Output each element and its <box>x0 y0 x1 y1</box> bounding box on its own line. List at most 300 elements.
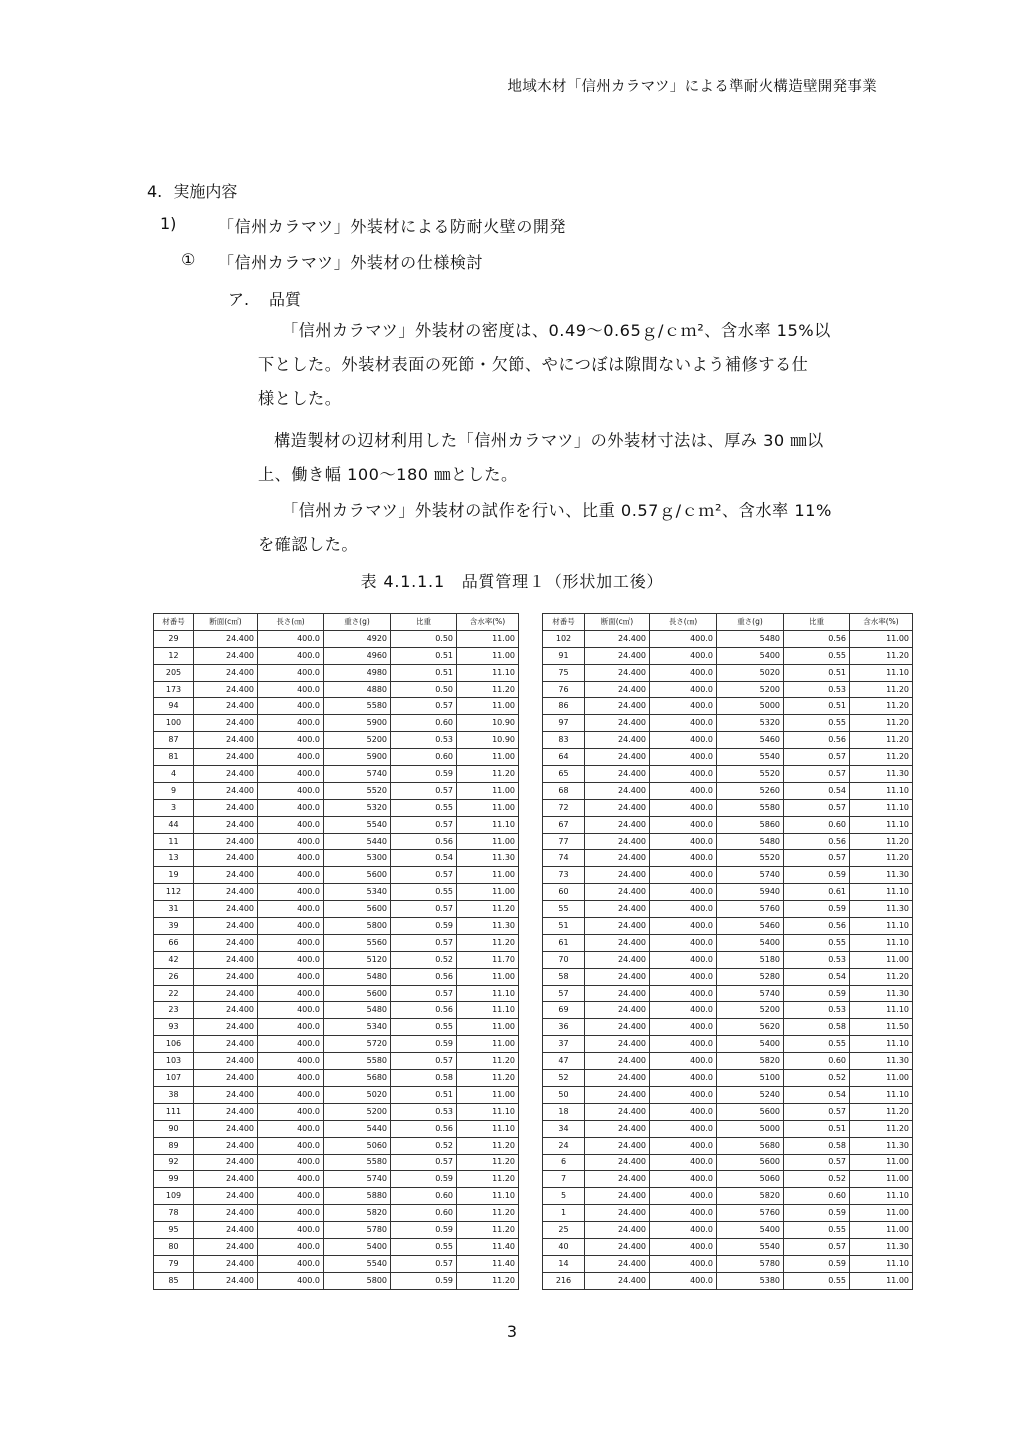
cell-section: 24.400 <box>194 715 258 732</box>
cell-weight: 5000 <box>717 1120 784 1137</box>
cell-section: 24.400 <box>194 951 258 968</box>
cell-section: 24.400 <box>585 799 650 816</box>
cell-id: 69 <box>543 1002 585 1019</box>
cell-section: 24.400 <box>585 867 650 884</box>
cell-section: 24.400 <box>194 647 258 664</box>
cell-id: 38 <box>154 1086 194 1103</box>
cell-length: 400.0 <box>258 1070 324 1087</box>
cell-length: 400.0 <box>258 681 324 698</box>
cell-gravity: 0.59 <box>391 1171 457 1188</box>
table-row <box>543 799 913 816</box>
cell-section: 24.400 <box>194 985 258 1002</box>
cell-section: 24.400 <box>585 1002 650 1019</box>
cell-moisture: 11.10 <box>850 934 913 951</box>
table-row <box>543 1036 913 1053</box>
cell-id: 78 <box>154 1205 194 1222</box>
cell-id: 86 <box>543 698 585 715</box>
cell-gravity: 0.56 <box>391 1120 457 1137</box>
cell-section: 24.400 <box>194 732 258 749</box>
cell-weight: 5820 <box>717 1188 784 1205</box>
cell-id: 99 <box>154 1171 194 1188</box>
header-moisture: 含水率(%) <box>457 614 519 631</box>
cell-length: 400.0 <box>650 918 717 935</box>
cell-weight: 5520 <box>717 766 784 783</box>
table-row <box>154 749 519 766</box>
section-heading <box>147 179 237 202</box>
cell-moisture: 11.30 <box>850 901 913 918</box>
cell-gravity: 0.58 <box>784 1137 850 1154</box>
cell-weight: 5380 <box>717 1272 784 1289</box>
cell-id: 70 <box>543 951 585 968</box>
cell-id: 37 <box>543 1036 585 1053</box>
cell-id: 91 <box>543 647 585 664</box>
table-row <box>543 850 913 867</box>
cell-moisture: 10.90 <box>457 715 519 732</box>
cell-weight: 5740 <box>324 1171 391 1188</box>
cell-length: 400.0 <box>258 715 324 732</box>
cell-moisture: 11.10 <box>850 664 913 681</box>
cell-id: 109 <box>154 1188 194 1205</box>
cell-weight: 5540 <box>717 749 784 766</box>
cell-section: 24.400 <box>585 647 650 664</box>
cell-length: 400.0 <box>650 1036 717 1053</box>
cell-length: 400.0 <box>650 1255 717 1272</box>
cell-id: 25 <box>543 1222 585 1239</box>
table-row <box>543 782 913 799</box>
table-row <box>543 1272 913 1289</box>
cell-length: 400.0 <box>258 749 324 766</box>
cell-id: 23 <box>154 1002 194 1019</box>
cell-length: 400.0 <box>258 816 324 833</box>
cell-id: 73 <box>543 867 585 884</box>
paragraph-line: 様とした。 <box>258 389 342 408</box>
cell-gravity: 0.59 <box>391 766 457 783</box>
cell-moisture: 11.20 <box>850 698 913 715</box>
cell-weight: 5600 <box>324 985 391 1002</box>
cell-length: 400.0 <box>650 732 717 749</box>
cell-gravity: 0.58 <box>784 1019 850 1036</box>
cell-gravity: 0.55 <box>784 715 850 732</box>
paragraph-line: 「信州カラマツ」外装材の試作を行い、比重 0.57ｇ/ｃｍ²、含水率 11% <box>282 501 832 520</box>
table-row <box>154 681 519 698</box>
cell-gravity: 0.57 <box>391 985 457 1002</box>
cell-weight: 5620 <box>717 1019 784 1036</box>
cell-id: 12 <box>154 647 194 664</box>
cell-weight: 5260 <box>717 782 784 799</box>
table-row <box>543 951 913 968</box>
table-row <box>154 1053 519 1070</box>
cell-weight: 5540 <box>324 816 391 833</box>
cell-moisture: 11.20 <box>457 681 519 698</box>
cell-id: 216 <box>543 1272 585 1289</box>
cell-gravity: 0.54 <box>784 1086 850 1103</box>
cell-weight: 5580 <box>324 698 391 715</box>
cell-weight: 5100 <box>717 1070 784 1087</box>
cell-length: 400.0 <box>258 1222 324 1239</box>
table-row <box>543 985 913 1002</box>
cell-moisture: 11.00 <box>850 1171 913 1188</box>
cell-moisture: 11.00 <box>850 1070 913 1087</box>
cell-id: 31 <box>154 901 194 918</box>
cell-section: 24.400 <box>585 1053 650 1070</box>
cell-moisture: 11.30 <box>850 1137 913 1154</box>
cell-length: 400.0 <box>258 782 324 799</box>
cell-moisture: 11.20 <box>457 934 519 951</box>
paragraph-line: 「信州カラマツ」外装材の密度は、0.49～0.65ｇ/ｃｍ²、含水率 15%以 <box>282 321 831 340</box>
cell-id: 18 <box>543 1103 585 1120</box>
cell-length: 400.0 <box>650 951 717 968</box>
cell-section: 24.400 <box>585 1272 650 1289</box>
cell-id: 24 <box>543 1137 585 1154</box>
cell-section: 24.400 <box>585 1036 650 1053</box>
paragraph-line: を確認した。 <box>258 535 359 554</box>
cell-weight: 5560 <box>324 934 391 951</box>
cell-section: 24.400 <box>585 664 650 681</box>
cell-moisture: 11.00 <box>457 1086 519 1103</box>
cell-moisture: 11.30 <box>850 985 913 1002</box>
cell-moisture: 11.00 <box>457 884 519 901</box>
cell-moisture: 11.20 <box>850 833 913 850</box>
cell-section: 24.400 <box>585 766 650 783</box>
cell-length: 400.0 <box>650 1070 717 1087</box>
cell-gravity: 0.60 <box>391 1188 457 1205</box>
cell-weight: 4920 <box>324 630 391 647</box>
cell-gravity: 0.59 <box>391 918 457 935</box>
header-gravity: 比重 <box>784 614 850 631</box>
table-row <box>154 1171 519 1188</box>
header-length: 長さ(㎝) <box>258 614 324 631</box>
cell-weight: 5820 <box>324 1205 391 1222</box>
cell-section: 24.400 <box>194 867 258 884</box>
cell-length: 400.0 <box>258 867 324 884</box>
cell-gravity: 0.55 <box>784 647 850 664</box>
cell-gravity: 0.54 <box>784 968 850 985</box>
table-header-row <box>543 614 913 631</box>
cell-id: 64 <box>543 749 585 766</box>
cell-moisture: 11.20 <box>457 1053 519 1070</box>
cell-section: 24.400 <box>194 630 258 647</box>
cell-length: 400.0 <box>258 1188 324 1205</box>
cell-moisture: 11.10 <box>850 816 913 833</box>
cell-length: 400.0 <box>650 681 717 698</box>
cell-gravity: 0.57 <box>391 698 457 715</box>
cell-id: 111 <box>154 1103 194 1120</box>
cell-section: 24.400 <box>194 782 258 799</box>
table-row <box>154 1070 519 1087</box>
cell-gravity: 0.52 <box>784 1171 850 1188</box>
cell-weight: 5760 <box>717 901 784 918</box>
cell-gravity: 0.55 <box>784 1036 850 1053</box>
table-row <box>154 1019 519 1036</box>
cell-moisture: 11.20 <box>850 647 913 664</box>
cell-moisture: 11.30 <box>457 918 519 935</box>
cell-id: 95 <box>154 1222 194 1239</box>
cell-id: 29 <box>154 630 194 647</box>
cell-moisture: 11.20 <box>850 681 913 698</box>
table-row <box>543 816 913 833</box>
cell-section: 24.400 <box>194 681 258 698</box>
quality-table-left <box>153 613 519 1290</box>
table-row <box>154 968 519 985</box>
table-row <box>543 1086 913 1103</box>
cell-section: 24.400 <box>194 1205 258 1222</box>
cell-length: 400.0 <box>650 901 717 918</box>
header-weight: 重さ(g) <box>717 614 784 631</box>
table-row <box>154 816 519 833</box>
cell-length: 400.0 <box>258 1036 324 1053</box>
cell-section: 24.400 <box>585 698 650 715</box>
cell-gravity: 0.55 <box>784 1272 850 1289</box>
cell-moisture: 11.00 <box>457 833 519 850</box>
cell-length: 400.0 <box>650 782 717 799</box>
cell-section: 24.400 <box>194 1188 258 1205</box>
cell-weight: 5680 <box>717 1137 784 1154</box>
cell-gravity: 0.51 <box>784 664 850 681</box>
cell-gravity: 0.60 <box>784 1053 850 1070</box>
cell-length: 400.0 <box>258 901 324 918</box>
cell-gravity: 0.57 <box>784 1154 850 1171</box>
cell-id: 80 <box>154 1238 194 1255</box>
cell-moisture: 11.00 <box>850 1222 913 1239</box>
cell-weight: 5320 <box>717 715 784 732</box>
section-number: 4. <box>147 182 163 201</box>
cell-section: 24.400 <box>194 1154 258 1171</box>
cell-weight: 5000 <box>717 698 784 715</box>
cell-id: 102 <box>543 630 585 647</box>
table-caption: 表 4.1.1.1 品質管理１（形状加工後） <box>360 572 664 591</box>
table-row <box>543 1171 913 1188</box>
cell-id: 83 <box>543 732 585 749</box>
cell-length: 400.0 <box>650 799 717 816</box>
cell-section: 24.400 <box>194 1255 258 1272</box>
cell-id: 42 <box>154 951 194 968</box>
cell-gravity: 0.57 <box>784 799 850 816</box>
cell-section: 24.400 <box>194 1171 258 1188</box>
cell-section: 24.400 <box>194 1103 258 1120</box>
cell-weight: 5680 <box>324 1070 391 1087</box>
cell-length: 400.0 <box>258 664 324 681</box>
item-heading <box>181 250 484 272</box>
cell-moisture: 11.00 <box>850 630 913 647</box>
table-row <box>543 1154 913 1171</box>
cell-moisture: 11.20 <box>850 968 913 985</box>
cell-weight: 5200 <box>324 1103 391 1120</box>
cell-id: 26 <box>154 968 194 985</box>
cell-section: 24.400 <box>194 1086 258 1103</box>
table-row <box>154 1272 519 1289</box>
table-row <box>543 1053 913 1070</box>
cell-length: 400.0 <box>258 1205 324 1222</box>
cell-weight: 5800 <box>324 918 391 935</box>
cell-section: 24.400 <box>585 1137 650 1154</box>
cell-id: 50 <box>543 1086 585 1103</box>
table-row <box>543 1222 913 1239</box>
cell-moisture: 11.20 <box>457 1137 519 1154</box>
subsection-number: 1) <box>160 214 177 233</box>
cell-weight: 5540 <box>717 1238 784 1255</box>
cell-length: 400.0 <box>258 1137 324 1154</box>
cell-gravity: 0.53 <box>784 951 850 968</box>
cell-id: 74 <box>543 850 585 867</box>
cell-moisture: 11.40 <box>457 1238 519 1255</box>
cell-id: 90 <box>154 1120 194 1137</box>
cell-section: 24.400 <box>194 934 258 951</box>
cell-gravity: 0.53 <box>784 681 850 698</box>
cell-length: 400.0 <box>650 985 717 1002</box>
cell-weight: 5800 <box>324 1272 391 1289</box>
cell-weight: 5460 <box>717 918 784 935</box>
cell-id: 13 <box>154 850 194 867</box>
cell-id: 57 <box>543 985 585 1002</box>
cell-length: 400.0 <box>258 1120 324 1137</box>
cell-section: 24.400 <box>194 1222 258 1239</box>
cell-gravity: 0.56 <box>391 833 457 850</box>
cell-weight: 4880 <box>324 681 391 698</box>
cell-moisture: 11.00 <box>457 1019 519 1036</box>
cell-moisture: 11.20 <box>457 1222 519 1239</box>
cell-length: 400.0 <box>650 1019 717 1036</box>
table-row <box>543 732 913 749</box>
cell-moisture: 10.90 <box>457 732 519 749</box>
running-header: 地域木材「信州カラマツ」による準耐火構造壁開発事業 <box>507 79 877 95</box>
subsection-heading <box>160 214 567 236</box>
cell-weight: 5900 <box>324 715 391 732</box>
cell-length: 400.0 <box>650 1205 717 1222</box>
table-row <box>154 1205 519 1222</box>
cell-gravity: 0.59 <box>784 985 850 1002</box>
cell-moisture: 11.00 <box>457 1036 519 1053</box>
cell-id: 55 <box>543 901 585 918</box>
cell-weight: 5740 <box>324 766 391 783</box>
table-row <box>543 698 913 715</box>
cell-section: 24.400 <box>585 1255 650 1272</box>
cell-moisture: 11.00 <box>457 749 519 766</box>
cell-section: 24.400 <box>585 1171 650 1188</box>
cell-moisture: 11.10 <box>850 884 913 901</box>
page-number: 3 <box>506 1322 518 1341</box>
cell-id: 100 <box>154 715 194 732</box>
header-moisture: 含水率(%) <box>850 614 913 631</box>
cell-gravity: 0.57 <box>784 766 850 783</box>
cell-weight: 5400 <box>717 1036 784 1053</box>
cell-section: 24.400 <box>585 816 650 833</box>
cell-weight: 5480 <box>717 630 784 647</box>
subitem-title: 品質 <box>269 290 302 309</box>
paragraph-line: 構造製材の辺材利用した「信州カラマツ」の外装材寸法は、厚み 30 ㎜以 <box>274 431 824 450</box>
cell-section: 24.400 <box>194 766 258 783</box>
cell-weight: 5460 <box>717 732 784 749</box>
table-row <box>154 985 519 1002</box>
cell-length: 400.0 <box>258 850 324 867</box>
cell-section: 24.400 <box>194 749 258 766</box>
table-row <box>543 867 913 884</box>
cell-gravity: 0.52 <box>784 1070 850 1087</box>
cell-weight: 5340 <box>324 1019 391 1036</box>
table-row <box>154 833 519 850</box>
table-row <box>543 630 913 647</box>
cell-moisture: 11.00 <box>457 799 519 816</box>
cell-weight: 5520 <box>717 850 784 867</box>
cell-moisture: 11.00 <box>850 1205 913 1222</box>
table-row <box>543 1002 913 1019</box>
quality-table-right <box>542 613 913 1290</box>
cell-id: 4 <box>154 766 194 783</box>
cell-gravity: 0.50 <box>391 630 457 647</box>
cell-section: 24.400 <box>585 630 650 647</box>
cell-weight: 5320 <box>324 799 391 816</box>
table-row <box>154 630 519 647</box>
cell-gravity: 0.59 <box>784 1205 850 1222</box>
cell-length: 400.0 <box>258 1272 324 1289</box>
cell-id: 5 <box>543 1188 585 1205</box>
table-row <box>154 732 519 749</box>
cell-length: 400.0 <box>258 968 324 985</box>
item-title: 「信州カラマツ」外装材の仕様検討 <box>218 253 484 272</box>
body-paragraph-1 <box>258 314 831 416</box>
cell-weight: 5780 <box>324 1222 391 1239</box>
cell-moisture: 11.70 <box>457 951 519 968</box>
cell-length: 400.0 <box>258 1171 324 1188</box>
cell-weight: 4980 <box>324 664 391 681</box>
cell-length: 400.0 <box>650 1137 717 1154</box>
cell-weight: 5440 <box>324 833 391 850</box>
cell-gravity: 0.54 <box>391 850 457 867</box>
cell-gravity: 0.51 <box>391 1086 457 1103</box>
cell-weight: 5580 <box>717 799 784 816</box>
cell-length: 400.0 <box>258 1238 324 1255</box>
table-row <box>543 715 913 732</box>
cell-moisture: 11.00 <box>457 867 519 884</box>
cell-length: 400.0 <box>258 647 324 664</box>
cell-moisture: 11.40 <box>457 1255 519 1272</box>
cell-id: 65 <box>543 766 585 783</box>
cell-length: 400.0 <box>650 749 717 766</box>
cell-weight: 5440 <box>324 1120 391 1137</box>
cell-gravity: 0.51 <box>391 647 457 664</box>
cell-weight: 5280 <box>717 968 784 985</box>
paragraph-line: 上、働き幅 100～180 ㎜とした。 <box>258 465 518 484</box>
cell-length: 400.0 <box>258 1019 324 1036</box>
table-row <box>154 647 519 664</box>
cell-moisture: 11.10 <box>850 1036 913 1053</box>
table-row <box>154 951 519 968</box>
cell-moisture: 11.20 <box>457 1272 519 1289</box>
cell-gravity: 0.58 <box>391 1070 457 1087</box>
cell-section: 24.400 <box>194 833 258 850</box>
cell-section: 24.400 <box>585 850 650 867</box>
table-row <box>154 1238 519 1255</box>
cell-length: 400.0 <box>650 1238 717 1255</box>
table-row <box>154 698 519 715</box>
table-row <box>543 749 913 766</box>
cell-section: 24.400 <box>585 1188 650 1205</box>
cell-gravity: 0.51 <box>784 698 850 715</box>
cell-weight: 5540 <box>324 1255 391 1272</box>
cell-id: 66 <box>154 934 194 951</box>
cell-gravity: 0.57 <box>784 850 850 867</box>
cell-moisture: 11.20 <box>457 1171 519 1188</box>
cell-weight: 5340 <box>324 884 391 901</box>
cell-section: 24.400 <box>585 968 650 985</box>
cell-length: 400.0 <box>650 816 717 833</box>
cell-length: 400.0 <box>650 968 717 985</box>
cell-weight: 5600 <box>717 1103 784 1120</box>
cell-length: 400.0 <box>650 1154 717 1171</box>
table-row <box>154 1188 519 1205</box>
subitem-heading <box>228 287 302 310</box>
cell-gravity: 0.60 <box>391 1205 457 1222</box>
cell-section: 24.400 <box>585 901 650 918</box>
